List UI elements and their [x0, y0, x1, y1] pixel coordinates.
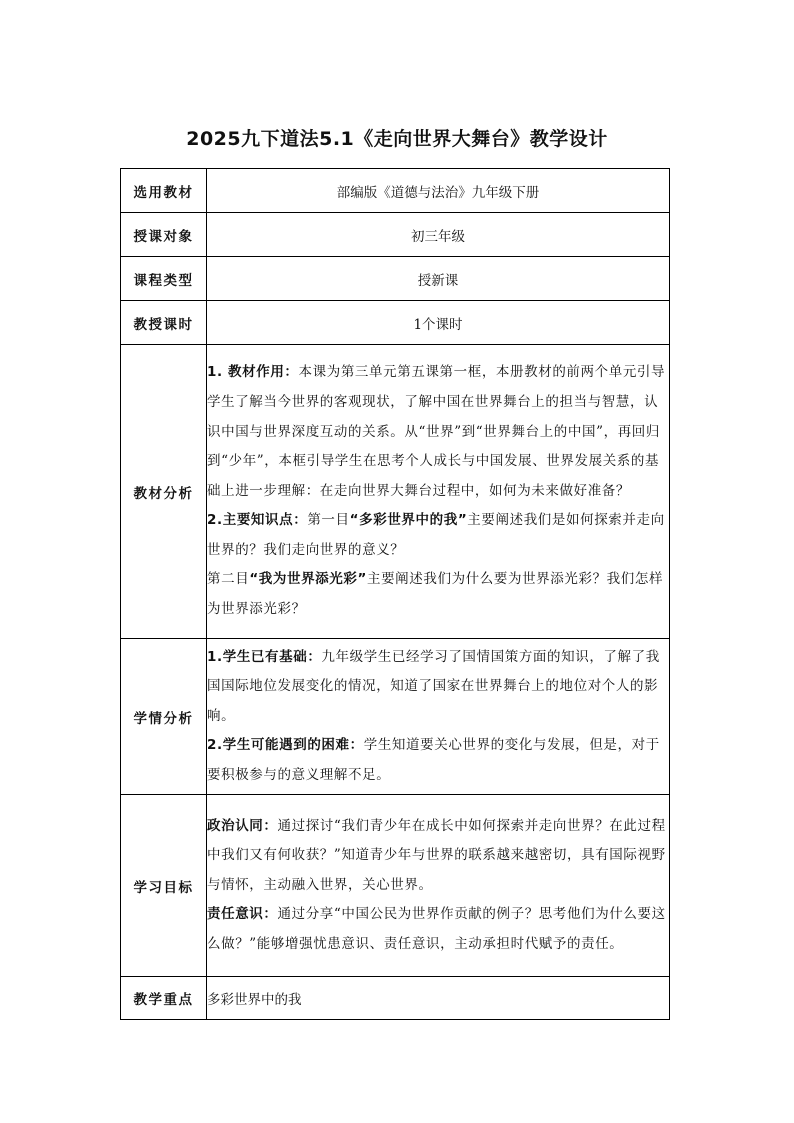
student-p1-lead: 1.学生已有基础： — [207, 648, 322, 665]
content-learning-goals — [207, 795, 670, 977]
value-textbook: 部编版《道德与法治》九年级下册 — [207, 169, 670, 213]
label-audience: 授课对象 — [121, 213, 207, 257]
material-p1-text: 本课为第三单元第五课第一框，本册教材的前两个单元引导学生了解当今世界的客观现状，了解中国在世界舞台上的担当与智慧，认识中国与世界深度互动的关系。从“世界”到“世界舞台上的中国”，再回归到“少年”，本框引导学生在思考个人成长与中国发展、世界发展关系的基础上进一步理解：在走向世界大舞台过程中，如何为未来做好准备？ — [207, 364, 666, 499]
material-p3-emphasis: “我为世界添光彩” — [249, 571, 367, 588]
goal-paragraph-2 — [207, 900, 669, 959]
student-paragraph-1 — [207, 643, 669, 732]
value-course-type: 授新课 — [207, 257, 670, 301]
label-learning-goals: 学习目标 — [121, 795, 207, 977]
label-key-point: 教学重点 — [121, 977, 207, 1020]
goal-p2-text: 通过分享“中国公民为世界作贡献的例子？思考他们为什么要这么做？”能够增强忧患意识、责任意识，主动承担时代赋予的责任。 — [207, 906, 666, 952]
label-textbook: 选用教材 — [121, 169, 207, 213]
value-hours: 1个课时 — [207, 301, 670, 345]
value-key-point: 多彩世界中的我 — [207, 977, 670, 1020]
row-hours — [121, 301, 670, 345]
row-key-point — [121, 977, 670, 1020]
material-p1-lead: 1. 教材作用： — [207, 364, 299, 381]
lesson-design-table — [120, 168, 670, 1020]
material-paragraph-1 — [207, 358, 669, 506]
document-title: 2025九下道法5.1《走向世界大舞台》教学设计 — [186, 128, 608, 150]
label-hours: 教授课时 — [121, 301, 207, 345]
row-learning-goals — [121, 795, 670, 977]
value-audience: 初三年级 — [207, 213, 670, 257]
material-paragraph-3 — [207, 565, 669, 624]
label-student-analysis: 学情分析 — [121, 639, 207, 795]
student-p2-lead: 2.学生可能遇到的困难： — [207, 737, 364, 754]
material-paragraph-2 — [207, 506, 669, 565]
material-p2-text-a: 第一目 — [307, 512, 350, 529]
row-textbook — [121, 169, 670, 213]
material-p2-emphasis: “多彩世界中的我” — [349, 512, 468, 529]
student-paragraph-2 — [207, 731, 669, 790]
row-material-analysis — [121, 345, 670, 639]
label-material-analysis: 教材分析 — [121, 345, 207, 639]
material-p3-text-a: 第二目 — [207, 571, 250, 588]
label-course-type: 课程类型 — [121, 257, 207, 301]
material-p2-text-b: 主要阐述我们是如何探索并走向世界的？我们走向世界的意义？ — [207, 512, 665, 558]
goal-p1-text: 通过探讨“我们青少年在成长中如何探索并走向世界？在此过程中我们又有何收获？”知道青少年与世界的联系越来越密切，具有国际视野与情怀，主动融入世界，关心世界。 — [207, 817, 666, 893]
student-p1-text: 九年级学生已经学习了国情国策方面的知识，了解了我国国际地位发展变化的情况，知道了国家在世界舞台上的地位对个人的影响。 — [207, 648, 660, 724]
goal-p1-lead: 政治认同： — [207, 817, 278, 834]
goal-p2-lead: 责任意识： — [207, 906, 278, 923]
content-material-analysis — [207, 345, 670, 639]
row-audience — [121, 213, 670, 257]
goal-paragraph-1 — [207, 812, 669, 901]
material-p2-lead: 2.主要知识点： — [207, 512, 308, 529]
material-p3-text-b: 主要阐述我们为什么要为世界添光彩？我们怎样为世界添光彩？ — [207, 571, 664, 618]
row-course-type — [121, 257, 670, 301]
row-student-analysis — [121, 639, 670, 795]
student-p2-text: 学生知道要关心世界的变化与发展，但是，对于要积极参与的意义理解不足。 — [207, 737, 660, 783]
content-student-analysis — [207, 639, 670, 795]
